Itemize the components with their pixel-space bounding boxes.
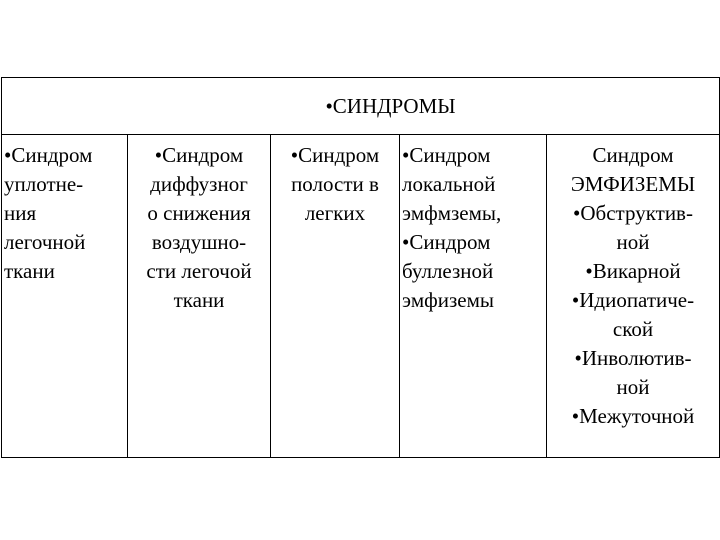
cell-line: •Обструктив-: [573, 201, 693, 225]
column-lung-cavity: [271, 135, 400, 458]
cell-line: локальной: [402, 172, 496, 196]
cell-line: •Идиопатиче-: [571, 288, 695, 312]
table-header-cell: [2, 78, 720, 135]
cell-line: ния: [4, 201, 37, 225]
cell-line: буллезной: [402, 259, 494, 283]
cell-line: легочной: [4, 230, 86, 254]
cell-line: эмфиземы: [402, 288, 494, 312]
table-body-row: [2, 135, 720, 458]
cell-line: сти легочой: [146, 259, 252, 283]
table-header-title: •СИНДРОМЫ: [325, 93, 456, 118]
column-lines: [547, 135, 719, 431]
cell-line: полости в: [291, 172, 379, 196]
cell-line: •Викарной: [585, 259, 681, 283]
cell-line: легких: [304, 201, 366, 225]
column-lines: [400, 135, 546, 315]
cell-line: воздушно-: [151, 230, 247, 254]
table-header-row: [2, 78, 720, 135]
cell-line: ской: [612, 317, 654, 341]
cell-line: ткани: [4, 259, 55, 283]
cell-line: •Синдром: [154, 143, 244, 167]
cell-line: о снижения: [147, 201, 251, 225]
cell-line: •Инволютив-: [574, 346, 692, 370]
cell-line: уплотне-: [4, 172, 84, 196]
cell-line: ЭМФИЗЕМЫ: [570, 172, 696, 196]
cell-line: •Синдром: [290, 143, 380, 167]
column-emphysema-types: [547, 135, 720, 458]
column-lines: [128, 135, 270, 315]
column-local-emphysema: [400, 135, 547, 458]
cell-line: •Синдром: [402, 230, 491, 254]
cell-line: ной: [616, 375, 650, 399]
cell-line: •Синдром: [402, 143, 491, 167]
column-diffuse-airiness: [128, 135, 271, 458]
cell-line: диффузног: [150, 172, 248, 196]
column-lines: [2, 135, 127, 286]
cell-line: ной: [616, 230, 650, 254]
syndromes-table: [1, 77, 720, 458]
column-lines: [271, 135, 399, 228]
cell-line: •Межуточной: [571, 404, 695, 428]
column-consolidation: [2, 135, 128, 458]
cell-line: Синдром: [592, 143, 674, 167]
cell-line: •Синдром: [4, 143, 93, 167]
cell-line: эмфмземы,: [402, 201, 502, 225]
cell-line: ткани: [173, 288, 225, 312]
